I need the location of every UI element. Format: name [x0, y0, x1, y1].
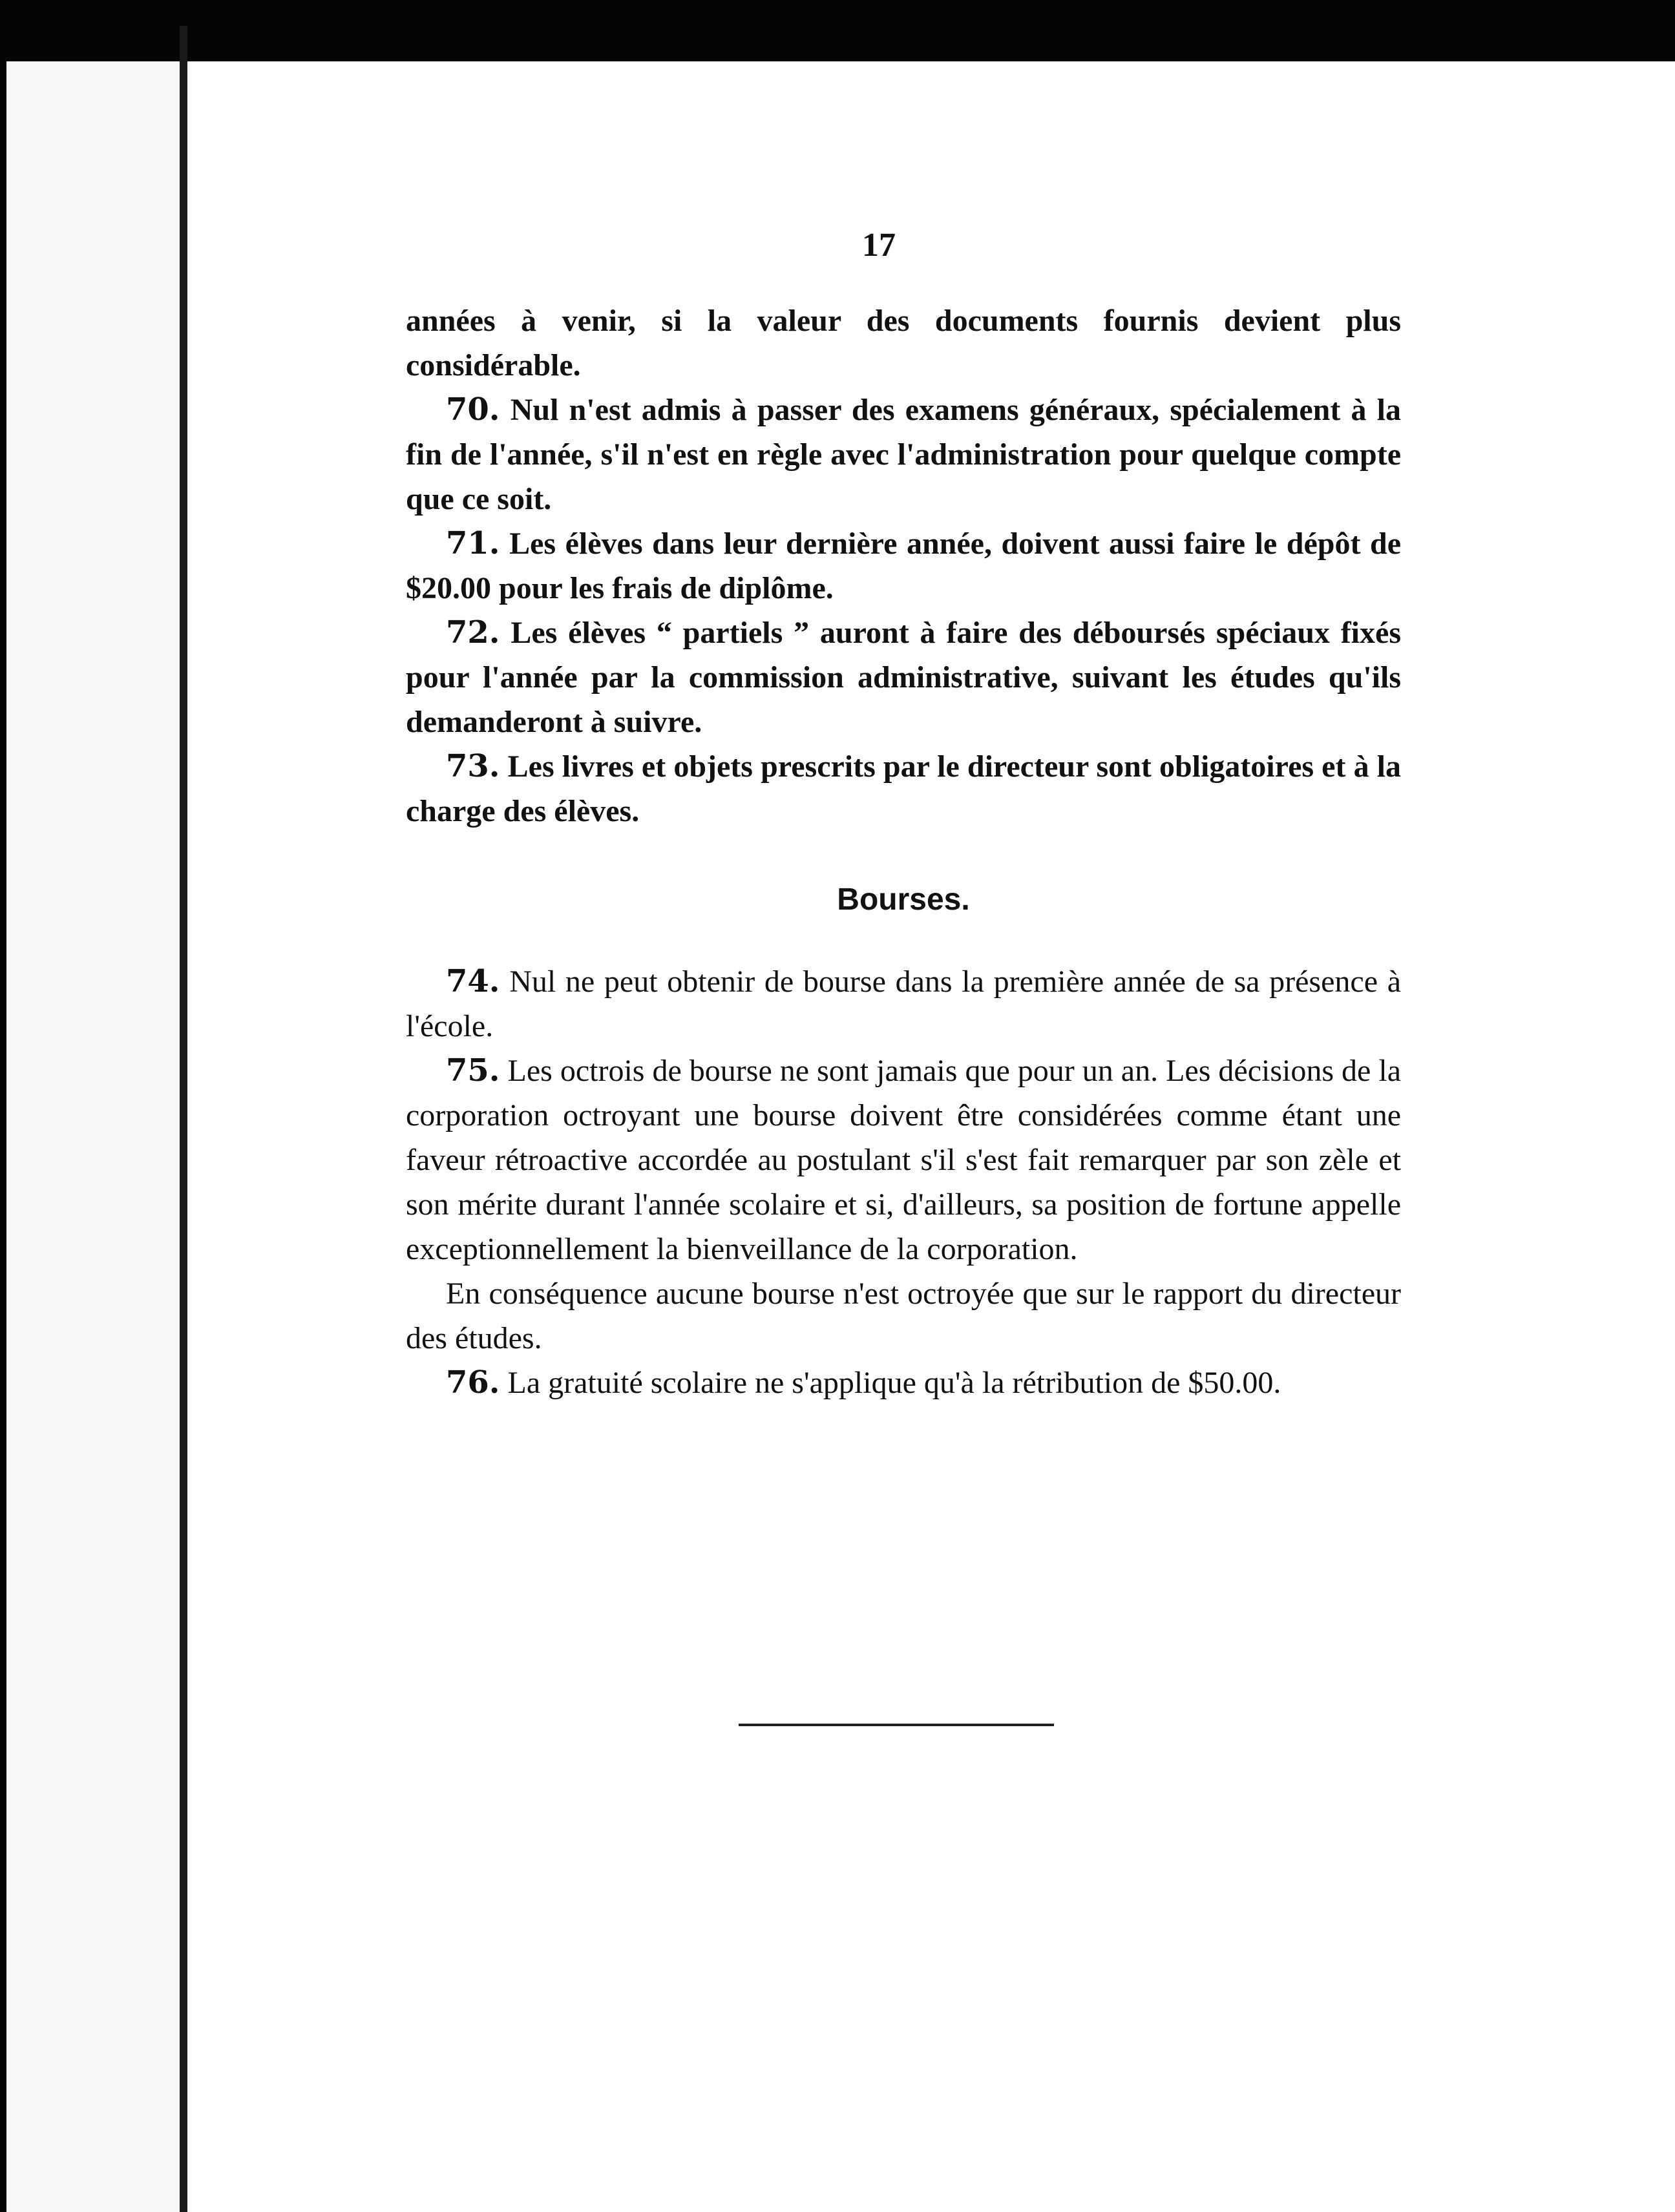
paragraph-text: Les élèves dans leur dernière année, doivent aussi faire le dépôt de $20.00 pour les frais de diplôme.	[406, 527, 1401, 605]
scan-border-top	[0, 0, 1675, 61]
article-number: 70.	[446, 391, 500, 428]
article-75	[406, 1049, 1401, 1271]
paragraph-text: Les livres et objets prescrits par le directeur sont obligatoires et à la charge des élèves.	[406, 749, 1402, 828]
article-number: 74.	[446, 963, 500, 999]
paragraph-continued	[406, 298, 1401, 388]
article-74	[406, 959, 1401, 1049]
paragraph-text: En conséquence aucune bourse n'est octroyée que sur le rapport du directeur des études.	[406, 1277, 1401, 1355]
paragraph-text: Nul n'est admis à passer des examens généraux, spécialement à la fin de l'année, s'il n'est en règle avec l'administration pour quelque compte que ce soit.	[406, 393, 1402, 516]
article-72	[406, 610, 1401, 744]
paragraph-text: Les octrois de bourse ne sont jamais que pour un an. Les décisions de la corporation octroyant une bourse doivent être considérées comme étant une faveur rétroactive accordée au postulant s'il s'est fait remarquer par son zèle et son mérite durant l'année scolaire et si, d'ailleurs, sa position de fortune appelle exceptionnellement la bienveillance de la corporation.	[406, 1054, 1401, 1266]
document-body	[406, 298, 1401, 1405]
paragraph-text: Les élèves “ partiels ” auront à faire des déboursés spéciaux fixés pour l'année par la commission administrative, suivant les études qu'ils demanderont à suivre.	[406, 616, 1401, 739]
article-75-continued	[406, 1271, 1401, 1361]
article-70	[406, 388, 1401, 521]
section-heading: Bourses.	[837, 882, 970, 917]
article-76	[406, 1361, 1401, 1405]
article-number: 71.	[446, 525, 500, 561]
article-number: 72.	[446, 614, 500, 651]
end-rule	[739, 1724, 1054, 1726]
article-73	[406, 744, 1401, 833]
facing-page-edge	[6, 61, 180, 2212]
article-number: 76.	[446, 1364, 500, 1401]
page-number: 17	[862, 227, 896, 264]
paragraph-text: années à venir, si la valeur des documents fournis devient plus considérable.	[406, 304, 1401, 382]
paragraph-text: La gratuité scolaire ne s'applique qu'à la rétribution de $50.00.	[507, 1366, 1281, 1400]
book-spine-shadow	[180, 26, 187, 2212]
scan-border-left	[0, 0, 6, 2212]
article-71	[406, 521, 1401, 610]
paragraph-text: Nul ne peut obtenir de bourse dans la première année de sa présence à l'école.	[406, 965, 1402, 1043]
article-number: 75.	[446, 1052, 500, 1089]
article-number: 73.	[446, 748, 500, 784]
